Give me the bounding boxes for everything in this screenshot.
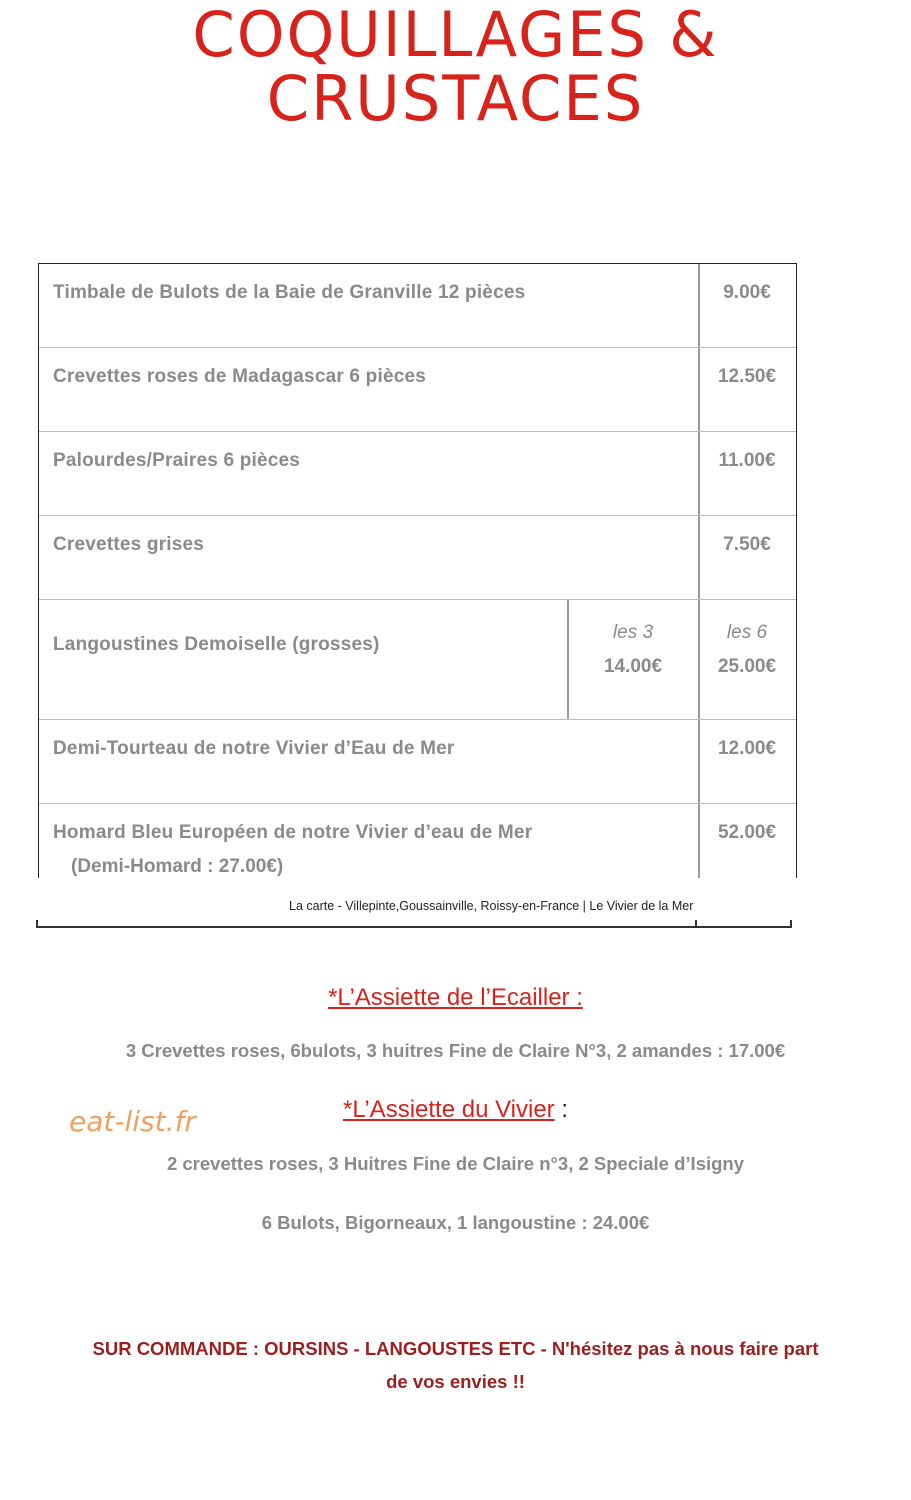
table-tick: [695, 920, 697, 928]
footer-line2: de vos envies !!: [386, 1371, 525, 1392]
item-subtext: (Demi-Homard : 27.00€): [71, 856, 284, 877]
table-tick: [790, 920, 792, 928]
item-price: 12.50€: [717, 366, 777, 387]
menu-row: [39, 348, 796, 432]
assiette-vivier-colon: :: [561, 1096, 569, 1123]
option-b-price: 25.00€: [717, 656, 777, 677]
item-name: Homard Bleu Européen de notre Vivier d’eau de Mer: [53, 822, 533, 843]
item-name: Timbale de Bulots de la Baie de Granville 12 pièces: [53, 282, 526, 303]
page-caption: La carte - Villepinte,Goussainville, Roissy-en-France | Le Vivier de la Mer: [289, 899, 694, 913]
column-divider: [698, 432, 700, 515]
table-tick: [36, 920, 38, 928]
item-price: 7.50€: [723, 534, 771, 555]
menu-row: [39, 264, 796, 348]
item-price: 11.00€: [718, 450, 776, 471]
item-name: Crevettes grises: [53, 534, 205, 555]
column-divider: [698, 516, 700, 599]
watermark-logo: eat-list.fr: [69, 1105, 196, 1138]
column-divider: [698, 348, 700, 431]
menu-row: [39, 804, 796, 878]
option-a-qty: les 3: [612, 622, 654, 643]
option-a: [569, 616, 697, 684]
page-title-line2: CRUSTACES: [266, 62, 645, 135]
item-price: 9.00€: [723, 282, 771, 303]
item-name: Demi-Tourteau de notre Vivier d’Eau de Mer: [53, 738, 455, 759]
assiette-vivier-title-text: *L’Assiette du Vivier: [342, 1096, 555, 1123]
page-title-line1: COQUILLAGES &: [192, 0, 719, 71]
menu-row: [39, 600, 796, 720]
option-b: [700, 616, 794, 684]
menu-row: [39, 432, 796, 516]
item-name: Crevettes roses de Madagascar 6 pièces: [53, 366, 427, 387]
assiette-ecailler-desc: 3 Crevettes roses, 6bulots, 3 huitres Fine de Claire N°3, 2 amandes : 17.00€: [125, 1040, 786, 1061]
column-divider: [698, 720, 700, 803]
item-name: Langoustines Demoiselle (grosses): [53, 634, 380, 655]
assiette-ecailler-title-text: *L’Assiette de l’Ecailler :: [328, 984, 583, 1011]
menu-table: [38, 263, 797, 878]
assiette-vivier-title: [0, 1096, 911, 1124]
item-price: 12.00€: [717, 738, 777, 759]
assiette-ecailler-title: [0, 984, 911, 1012]
assiette-vivier-desc-line2: 6 Bulots, Bigorneaux, 1 langoustine : 24.00€: [261, 1212, 650, 1233]
assiette-vivier-desc-line1: 2 crevettes roses, 3 Huitres Fine de Claire n°3, 2 Speciale d’Isigny: [166, 1153, 745, 1174]
item-name: Palourdes/Praires 6 pièces: [53, 450, 301, 471]
table-bottom-rule: [36, 926, 792, 928]
footer-line1: SUR COMMANDE : OURSINS - LANGOUSTES ETC - N'hésitez pas à nous faire part: [92, 1338, 819, 1359]
column-divider: [698, 264, 700, 347]
footer-note: [20, 1332, 891, 1398]
item-price: 52.00€: [717, 822, 777, 843]
option-a-price: 14.00€: [603, 656, 663, 677]
option-b-qty: les 6: [726, 622, 768, 643]
menu-row: [39, 516, 796, 600]
menu-row: [39, 720, 796, 804]
